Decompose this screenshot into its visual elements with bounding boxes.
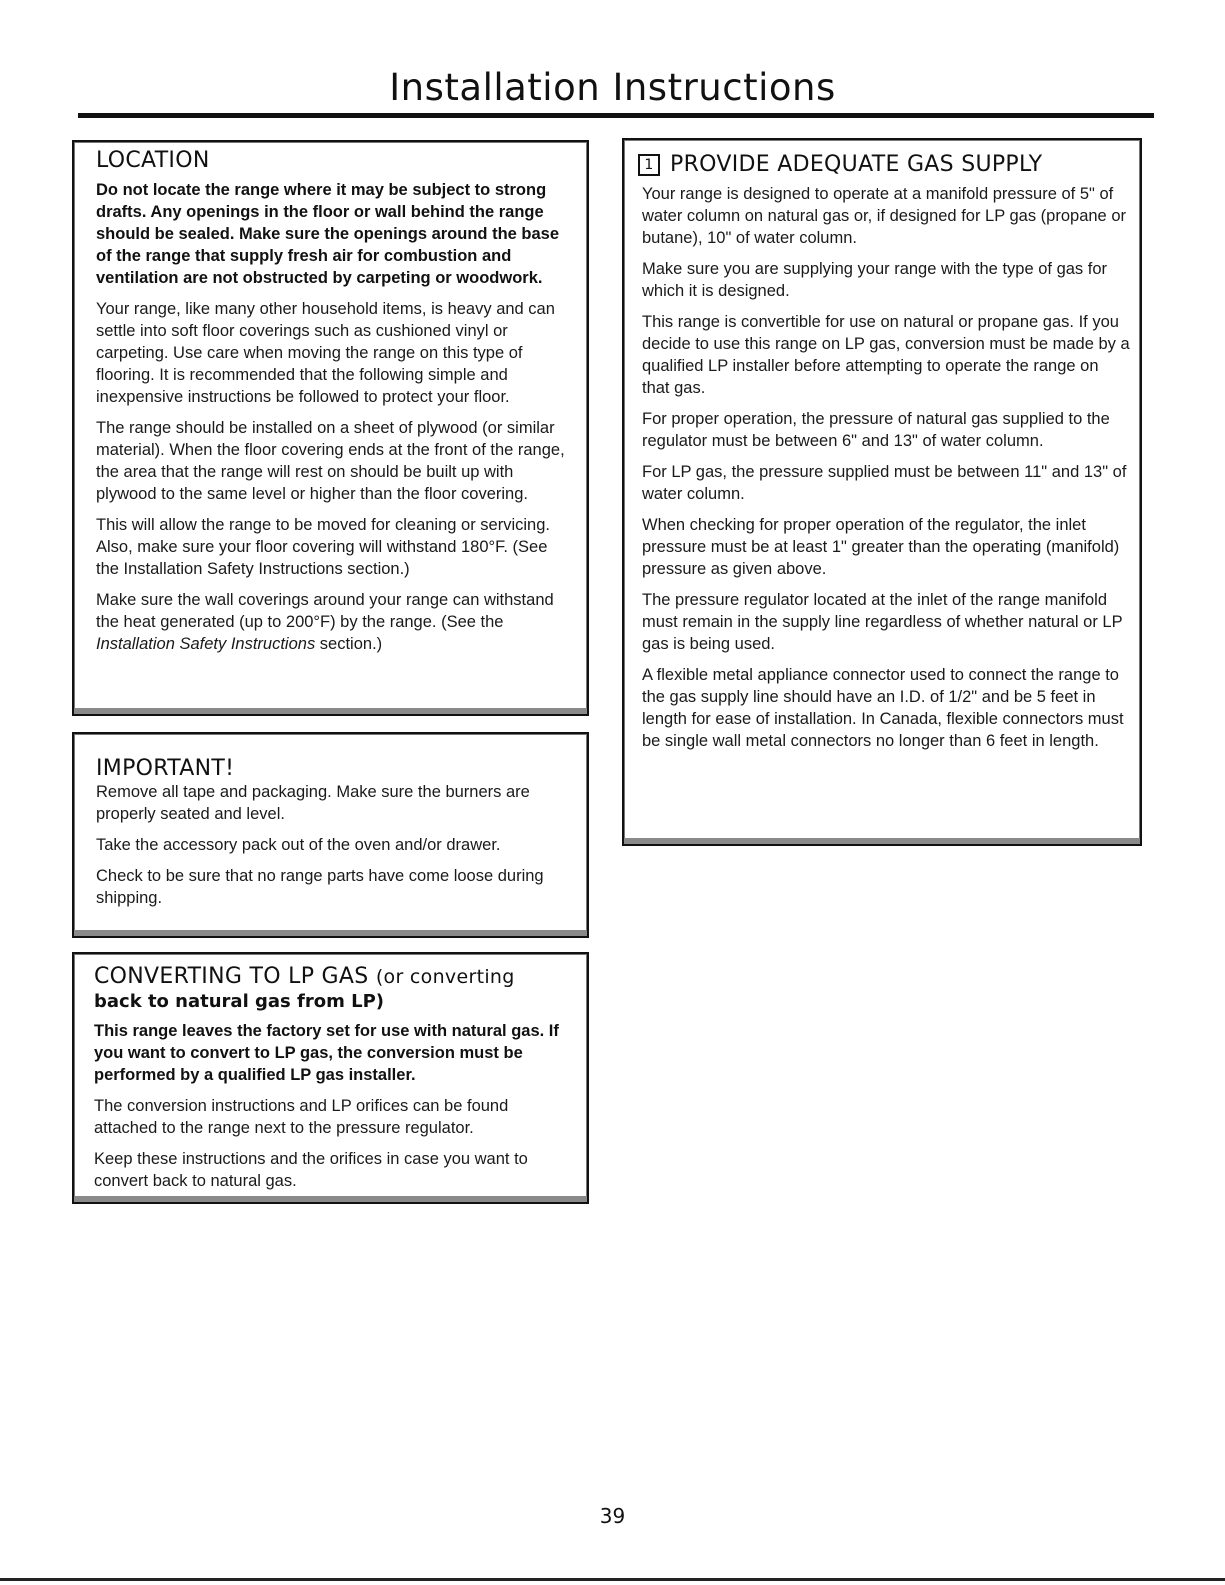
gas-supply-paragraph-6: When checking for proper operation of the regulator, the inlet pressure must be at least 1" greater than the operating (manifold) pressure as given above. bbox=[642, 516, 1120, 578]
gas-supply-paragraph-8: A flexible metal appliance connector used to connect the range to the gas supply line should have an I.D. of 1/2" and be 5 feet in length for ease of installation. In Canada, flexible connectors must be single wall metal connectors no longer than 6 feet in length. bbox=[642, 666, 1124, 750]
converting-paragraph-2: Keep these instructions and the orifices in case you want to convert back to natural gas. bbox=[94, 1150, 528, 1190]
important-paragraph-3: Check to be sure that no range parts have come loose during shipping. bbox=[96, 867, 544, 907]
location-p4-text: Make sure the wall coverings around your range can withstand the heat generated (up to 200°F) by the range. (See the bbox=[96, 591, 554, 631]
gas-supply-paragraph-4: For proper operation, the pressure of natural gas supplied to the regulator must be between 6" and 13" of water column. bbox=[642, 410, 1110, 450]
location-p4-reference: Installation Safety Instructions bbox=[96, 635, 316, 653]
gas-supply-section bbox=[622, 138, 1142, 846]
converting-shade bbox=[74, 1196, 587, 1202]
gas-supply-heading bbox=[638, 152, 1130, 177]
gas-supply-paragraph-7: The pressure regulator located at the inlet of the range manifold must remain in the supply line regardless of whether natural or LP gas is being used. bbox=[642, 591, 1123, 653]
step-number-badge: 1 bbox=[638, 154, 660, 176]
converting-heading-text: CONVERTING TO LP GAS bbox=[94, 964, 369, 989]
important-paragraph-2: Take the accessory pack out of the oven and/or drawer. bbox=[96, 836, 501, 854]
converting-heading bbox=[94, 964, 571, 989]
location-paragraph-4 bbox=[96, 589, 571, 655]
location-paragraph-2: The range should be installed on a sheet of plywood (or similar material). When the floor covering ends at the front of the range, the area that the range will rest on should be built up with plywood to the same level or higher than the floor covering. bbox=[96, 419, 565, 503]
location-paragraph-3: This will allow the range to be moved for cleaning or servicing. Also, make sure your floor covering will withstand 180°F. (See the Installation Safety Instructions section.) bbox=[96, 516, 550, 578]
page-number: 39 bbox=[599, 1504, 626, 1528]
location-section bbox=[72, 140, 589, 716]
important-shade bbox=[74, 930, 587, 936]
important-heading: IMPORTANT! bbox=[96, 756, 235, 781]
location-warning: Do not locate the range where it may be subject to strong drafts. Any openings in the floor or wall behind the range should be sealed. Make sure the openings around the base of the range that supply fresh air for combustion and ventilation are not obstructed by carpeting or woodwork. bbox=[96, 181, 560, 287]
converting-section bbox=[72, 952, 589, 1204]
converting-heading-suffix: (or converting bbox=[375, 966, 515, 988]
bottom-divider bbox=[0, 1578, 1225, 1581]
gas-supply-paragraph-3: This range is convertible for use on natural or propane gas. If you decide to use this range on LP gas, conversion must be made by a qualified LP installer before attempting to operate the range on that gas. bbox=[642, 313, 1130, 397]
important-paragraph-1: Remove all tape and packaging. Make sure the burners are properly seated and level. bbox=[96, 783, 530, 823]
location-heading: LOCATION bbox=[96, 148, 210, 173]
page-title: Installation Instructions bbox=[389, 66, 836, 109]
converting-paragraph-1: The conversion instructions and LP orifices can be found attached to the range next to the pressure regulator. bbox=[94, 1097, 509, 1137]
converting-warning: This range leaves the factory set for use with natural gas. If you want to convert to LP gas, the conversion must be performed by a qualified LP gas installer. bbox=[94, 1022, 559, 1084]
gas-supply-shade bbox=[624, 838, 1140, 844]
gas-supply-paragraph-5: For LP gas, the pressure supplied must be between 11" and 13" of water column. bbox=[642, 463, 1127, 503]
location-p4-end: section.) bbox=[315, 635, 383, 653]
important-section bbox=[72, 732, 589, 938]
location-paragraph-1: Your range, like many other household items, is heavy and can settle into soft floor coverings such as cushioned vinyl or carpeting. Use care when moving the range on this type of flooring. It is recommended that the following simple and inexpensive instructions be followed to protect your floor. bbox=[96, 300, 555, 406]
gas-supply-paragraph-1: Your range is designed to operate at a manifold pressure of 5" of water column on natural gas or, if designed for LP gas (propane or butane), 10" of water column. bbox=[642, 185, 1126, 247]
converting-subheading: back to natural gas from LP) bbox=[94, 991, 385, 1012]
gas-supply-heading-text: PROVIDE ADEQUATE GAS SUPPLY bbox=[670, 152, 1043, 177]
title-divider bbox=[78, 113, 1154, 118]
location-shade bbox=[74, 708, 587, 714]
gas-supply-paragraph-2: Make sure you are supplying your range with the type of gas for which it is designed. bbox=[642, 260, 1108, 300]
